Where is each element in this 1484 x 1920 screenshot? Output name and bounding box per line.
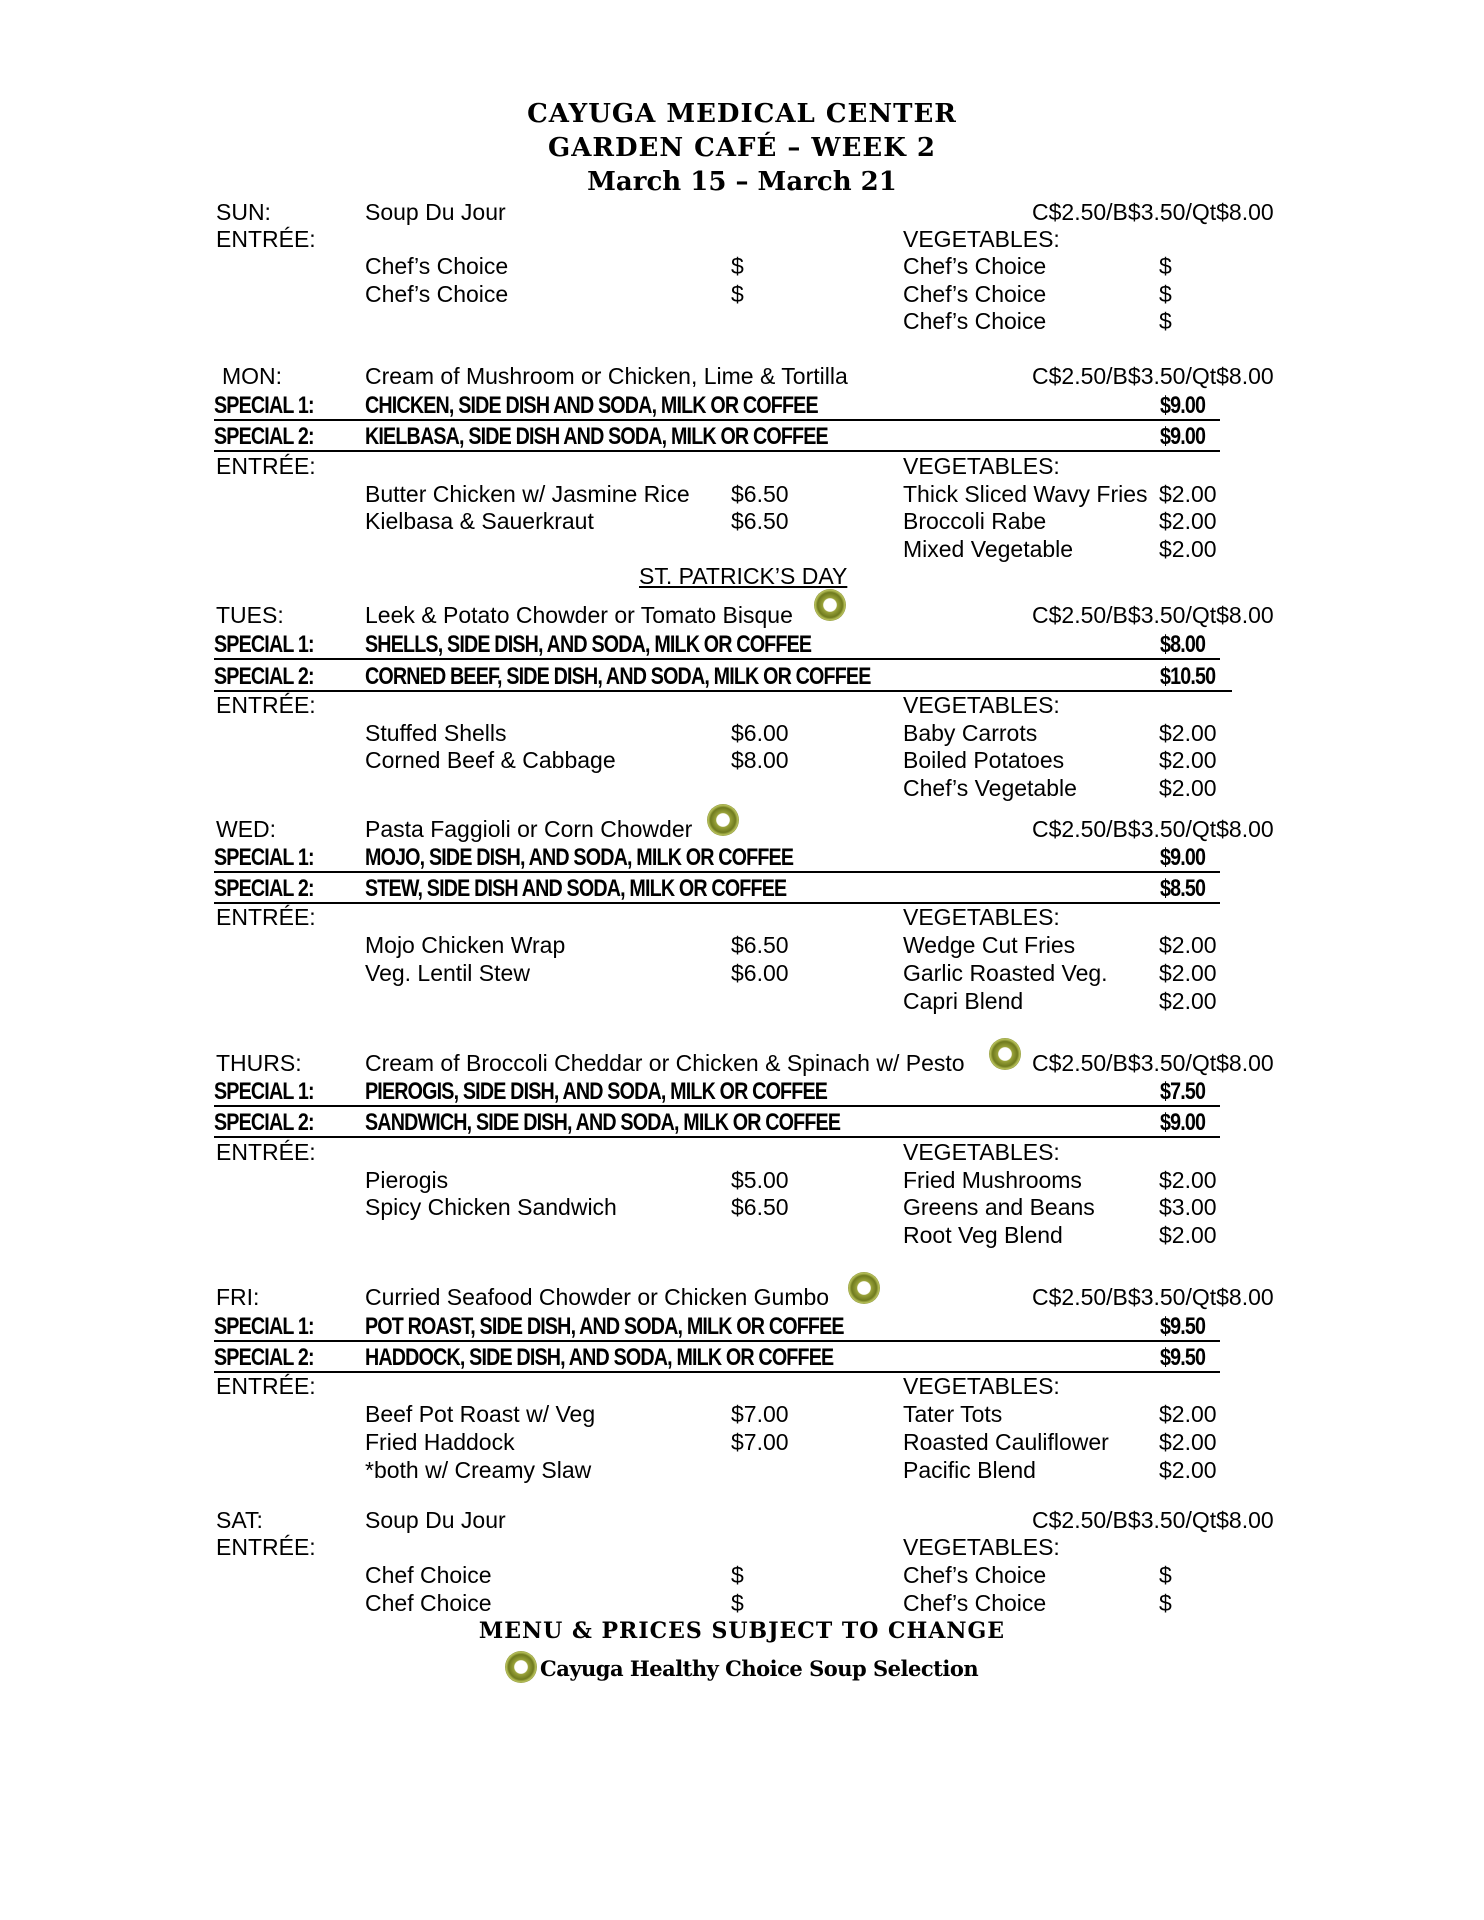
fri-entree-label: ENTRÉE:: [216, 1373, 316, 1399]
healthy-choice-icon: [989, 1038, 1021, 1070]
wed-special-1-price: $9.00: [1160, 844, 1206, 871]
thurs-veg-1-price: $2.00: [1159, 1167, 1217, 1193]
mon-special-1-underline: [214, 419, 1220, 421]
menu-title: CAYUGA MEDICAL CENTER: [527, 99, 957, 129]
wed-veg-1: Wedge Cut Fries: [903, 932, 1076, 958]
tues-vegetables-label: VEGETABLES:: [903, 692, 1060, 718]
tues-entree-label: ENTRÉE:: [216, 692, 316, 718]
fri-entree-1: Beef Pot Roast w/ Veg: [365, 1401, 596, 1427]
healthy-choice-icon: [814, 589, 846, 621]
mon-special-2-text: KIELBASA, SIDE DISH AND SODA, MILK OR COFFEE: [365, 423, 828, 450]
tues-special-1-text: SHELLS, SIDE DISH, AND SODA, MILK OR COFFEE: [365, 631, 812, 658]
sun-veg-1: Chef’s Choice: [903, 253, 1047, 279]
wed-veg-3: Capri Blend: [903, 988, 1024, 1014]
mon-entree-label: ENTRÉE:: [216, 453, 316, 479]
thurs-soup: Cream of Broccoli Cheddar or Chicken & Spinach w/ Pesto: [365, 1050, 965, 1076]
sun-veg-1-price: $: [1159, 253, 1172, 279]
thurs-special-2-label: SPECIAL 2:: [214, 1109, 314, 1136]
fri-vegetables-label: VEGETABLES:: [903, 1373, 1060, 1399]
mon-veg-1: Thick Sliced Wavy Fries: [903, 481, 1148, 507]
sat-entree-2-price: $: [731, 1590, 744, 1616]
wed-special-1-label: SPECIAL 1:: [214, 844, 314, 871]
tues-special-1-price: $8.00: [1160, 631, 1206, 658]
sun-veg-3-price: $: [1159, 308, 1172, 334]
sat-day-label: SAT:: [216, 1507, 263, 1533]
healthy-choice-icon: [505, 1651, 537, 1683]
wed-special-2-underline: [214, 902, 1220, 904]
mon-veg-2: Broccoli Rabe: [903, 508, 1047, 534]
thurs-special-2-price: $9.00: [1160, 1109, 1206, 1136]
sun-soup: Soup Du Jour: [365, 199, 506, 225]
sat-soup: Soup Du Jour: [365, 1507, 506, 1533]
sat-veg-2: Chef’s Choice: [903, 1590, 1047, 1616]
mon-entree-1: Butter Chicken w/ Jasmine Rice: [365, 481, 690, 507]
fri-special-1-price: $9.50: [1160, 1313, 1206, 1340]
sat-veg-1-price: $: [1159, 1562, 1172, 1588]
mon-entree-1-price: $6.50: [731, 481, 789, 507]
healthy-choice-icon: [707, 804, 739, 836]
tues-veg-2-price: $2.00: [1159, 747, 1217, 773]
mon-vegetables-label: VEGETABLES:: [903, 453, 1060, 479]
tues-day-label: TUES:: [216, 602, 284, 628]
wed-soup-price: C$2.50/B$3.50/Qt$8.00: [1032, 816, 1274, 842]
thurs-entree-1: Pierogis: [365, 1167, 449, 1193]
mon-special-2-underline: [214, 450, 1220, 452]
wed-veg-1-price: $2.00: [1159, 932, 1217, 958]
thurs-special-1-price: $7.50: [1160, 1078, 1206, 1105]
healthy-choice-legend: Cayuga Healthy Choice Soup Selection: [540, 1656, 979, 1681]
tues-special-2-underline: [214, 690, 1232, 692]
tues-entree-1: Stuffed Shells: [365, 720, 507, 746]
sat-vegetables-label: VEGETABLES:: [903, 1534, 1060, 1560]
wed-entree-label: ENTRÉE:: [216, 904, 316, 930]
fri-veg-1: Tater Tots: [903, 1401, 1003, 1427]
sun-veg-3: Chef’s Choice: [903, 308, 1047, 334]
sun-entree-2-price: $: [731, 281, 744, 307]
sun-day-label: SUN:: [216, 199, 271, 225]
sun-soup-price: C$2.50/B$3.50/Qt$8.00: [1032, 199, 1274, 225]
thurs-veg-2-price: $3.00: [1159, 1194, 1217, 1220]
fri-special-1-text: POT ROAST, SIDE DISH, AND SODA, MILK OR COFFEE: [365, 1313, 844, 1340]
mon-soup: Cream of Mushroom or Chicken, Lime & Tortilla: [365, 363, 848, 389]
thurs-entree-2: Spicy Chicken Sandwich: [365, 1194, 617, 1220]
sat-veg-1: Chef’s Choice: [903, 1562, 1047, 1588]
sun-vegetables-label: VEGETABLES:: [903, 226, 1060, 252]
mon-veg-2-price: $2.00: [1159, 508, 1217, 534]
wed-vegetables-label: VEGETABLES:: [903, 904, 1060, 930]
fri-special-2-label: SPECIAL 2:: [214, 1344, 314, 1371]
thurs-veg-3: Root Veg Blend: [903, 1222, 1063, 1248]
tues-veg-2: Boiled Potatoes: [903, 747, 1065, 773]
wed-entree-1: Mojo Chicken Wrap: [365, 932, 566, 958]
tues-entree-2-price: $8.00: [731, 747, 789, 773]
mon-day-label: MON:: [222, 363, 283, 389]
mon-entree-2: Kielbasa & Sauerkraut: [365, 508, 594, 534]
thurs-veg-1: Fried Mushrooms: [903, 1167, 1082, 1193]
sat-soup-price: C$2.50/B$3.50/Qt$8.00: [1032, 1507, 1274, 1533]
fri-special-1-underline: [214, 1340, 1220, 1342]
tues-special-1-label: SPECIAL 1:: [214, 631, 314, 658]
fri-special-2-price: $9.50: [1160, 1344, 1206, 1371]
fri-soup: Curried Seafood Chowder or Chicken Gumbo: [365, 1284, 830, 1310]
fri-entree-1-price: $7.00: [731, 1401, 789, 1427]
thurs-soup-price: C$2.50/B$3.50/Qt$8.00: [1032, 1050, 1274, 1076]
sun-veg-2-price: $: [1159, 281, 1172, 307]
mon-soup-price: C$2.50/B$3.50/Qt$8.00: [1032, 363, 1274, 389]
wed-entree-1-price: $6.50: [731, 932, 789, 958]
fri-special-2-text: HADDOCK, SIDE DISH, AND SODA, MILK OR COFFEE: [365, 1344, 834, 1371]
wed-veg-2: Garlic Roasted Veg.: [903, 960, 1108, 986]
wed-special-2-label: SPECIAL 2:: [214, 875, 314, 902]
wed-special-1-underline: [214, 871, 1220, 873]
fri-veg-3-price: $2.00: [1159, 1457, 1217, 1483]
fri-veg-2-price: $2.00: [1159, 1429, 1217, 1455]
sat-entree-2: Chef Choice: [365, 1590, 492, 1616]
sat-veg-2-price: $: [1159, 1590, 1172, 1616]
thurs-veg-3-price: $2.00: [1159, 1222, 1217, 1248]
tues-veg-1: Baby Carrots: [903, 720, 1038, 746]
tues-veg-3-price: $2.00: [1159, 775, 1217, 801]
wed-veg-2-price: $2.00: [1159, 960, 1217, 986]
tues-soup-price: C$2.50/B$3.50/Qt$8.00: [1032, 602, 1274, 628]
wed-special-2-text: STEW, SIDE DISH AND SODA, MILK OR COFFEE: [365, 875, 787, 902]
sun-entree-1-price: $: [731, 253, 744, 279]
thurs-entree-1-price: $5.00: [731, 1167, 789, 1193]
fri-veg-2: Roasted Cauliflower: [903, 1429, 1109, 1455]
fri-soup-price: C$2.50/B$3.50/Qt$8.00: [1032, 1284, 1274, 1310]
tues-special-2-text: CORNED BEEF, SIDE DISH, AND SODA, MILK OR COFFEE: [365, 663, 871, 690]
tues-entree-1-price: $6.00: [731, 720, 789, 746]
thurs-special-1-label: SPECIAL 1:: [214, 1078, 314, 1105]
sat-entree-1-price: $: [731, 1562, 744, 1588]
mon-special-1-text: CHICKEN, SIDE DISH AND SODA, MILK OR COFFEE: [365, 392, 818, 419]
fri-veg-1-price: $2.00: [1159, 1401, 1217, 1427]
mon-veg-1-price: $2.00: [1159, 481, 1217, 507]
mon-special-1-label: SPECIAL 1:: [214, 392, 314, 419]
healthy-choice-icon: [848, 1272, 880, 1304]
mon-veg-3: Mixed Vegetable: [903, 536, 1074, 562]
thurs-day-label: THURS:: [216, 1050, 302, 1076]
wed-special-1-text: MOJO, SIDE DISH, AND SODA, MILK OR COFFEE: [365, 844, 794, 871]
thurs-veg-2: Greens and Beans: [903, 1194, 1095, 1220]
mon-special-2-price: $9.00: [1160, 423, 1206, 450]
thurs-special-2-text: SANDWICH, SIDE DISH, AND SODA, MILK OR COFFEE: [365, 1109, 841, 1136]
menu-subtitle: GARDEN CAFÉ – WEEK 2: [548, 133, 936, 163]
sun-entree-1: Chef’s Choice: [365, 253, 509, 279]
tues-veg-1-price: $2.00: [1159, 720, 1217, 746]
wed-soup: Pasta Faggioli or Corn Chowder: [365, 816, 693, 842]
wed-veg-3-price: $2.00: [1159, 988, 1217, 1014]
tues-special-2-price: $10.50: [1160, 663, 1216, 690]
mon-entree-2-price: $6.50: [731, 508, 789, 534]
st-patricks-day-banner: ST. PATRICK’S DAY: [639, 563, 848, 589]
sat-entree-label: ENTRÉE:: [216, 1534, 316, 1560]
fri-day-label: FRI:: [216, 1284, 260, 1310]
wed-day-label: WED:: [216, 816, 277, 842]
mon-veg-3-price: $2.00: [1159, 536, 1217, 562]
tues-veg-3: Chef’s Vegetable: [903, 775, 1077, 801]
thurs-vegetables-label: VEGETABLES:: [903, 1139, 1060, 1165]
tues-special-1-underline: [214, 658, 1220, 660]
wed-entree-2-price: $6.00: [731, 960, 789, 986]
thurs-special-1-underline: [214, 1105, 1220, 1107]
sun-veg-2: Chef’s Choice: [903, 281, 1047, 307]
wed-special-2-price: $8.50: [1160, 875, 1206, 902]
sat-entree-1: Chef Choice: [365, 1562, 492, 1588]
mon-special-1-price: $9.00: [1160, 392, 1206, 419]
fri-special-2-underline: [214, 1371, 1220, 1373]
fri-veg-3: Pacific Blend: [903, 1457, 1036, 1483]
menu-date-range: March 15 – March 21: [587, 167, 897, 197]
thurs-entree-2-price: $6.50: [731, 1194, 789, 1220]
sun-entree-label: ENTRÉE:: [216, 226, 316, 252]
thurs-special-2-underline: [214, 1136, 1220, 1138]
fri-entree-2-price: $7.00: [731, 1429, 789, 1455]
fri-entree-note: *both w/ Creamy Slaw: [365, 1457, 592, 1483]
sun-entree-2: Chef’s Choice: [365, 281, 509, 307]
mon-special-2-label: SPECIAL 2:: [214, 423, 314, 450]
tues-special-2-label: SPECIAL 2:: [214, 663, 314, 690]
thurs-entree-label: ENTRÉE:: [216, 1139, 316, 1165]
wed-entree-2: Veg. Lentil Stew: [365, 960, 530, 986]
price-change-notice: MENU & PRICES SUBJECT TO CHANGE: [478, 1618, 1006, 1644]
tues-soup: Leek & Potato Chowder or Tomato Bisque: [365, 602, 793, 628]
thurs-special-1-text: PIEROGIS, SIDE DISH, AND SODA, MILK OR COFFEE: [365, 1078, 828, 1105]
fri-special-1-label: SPECIAL 1:: [214, 1313, 314, 1340]
tues-entree-2: Corned Beef & Cabbage: [365, 747, 616, 773]
fri-entree-2: Fried Haddock: [365, 1429, 515, 1455]
